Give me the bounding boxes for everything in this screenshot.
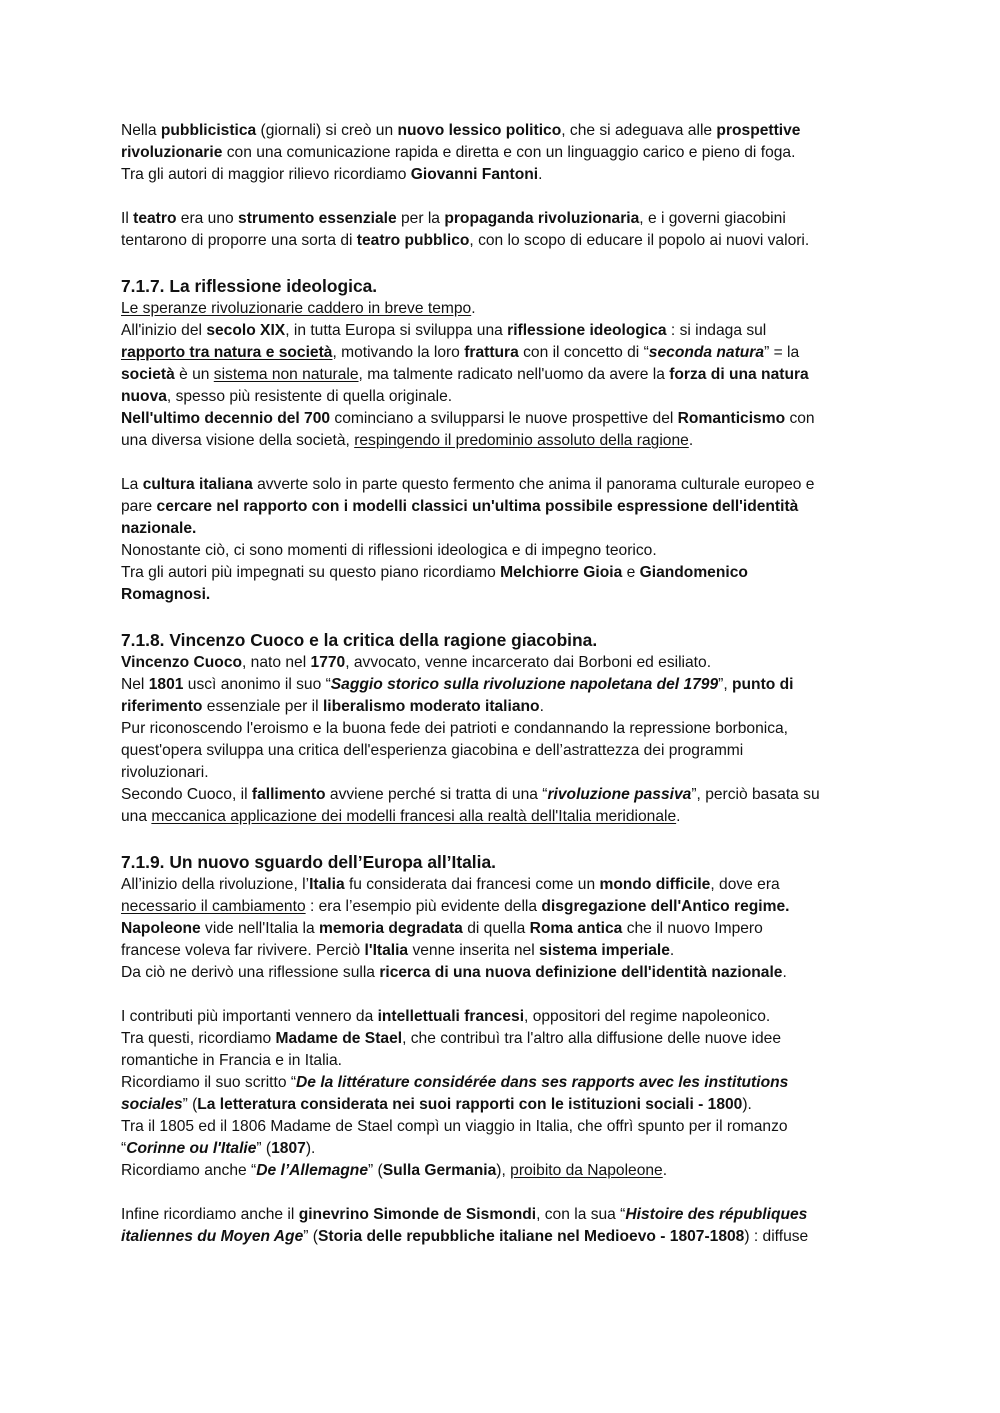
text-run: (giornali) si creò un	[256, 122, 398, 139]
text-line	[121, 386, 881, 408]
paragraph-spacer	[121, 828, 881, 850]
text-run: ” (	[256, 1140, 272, 1157]
bold-text: secolo XIX	[206, 322, 286, 339]
text-run: che il nuovo Impero	[622, 920, 763, 937]
text-line	[121, 142, 881, 164]
text-run: Ricordiamo anche “	[121, 1162, 257, 1179]
text-line	[121, 364, 881, 386]
bold-text: seconda natura	[648, 344, 765, 361]
text-run: Tra il 1805 ed il 1806 Madame de Stael compì un viaggio in Italia, che offrì spunto per il romanzo	[121, 1118, 788, 1135]
text-run: rivoluzionari.	[121, 764, 209, 781]
text-run: , con la sua “	[536, 1206, 626, 1223]
underlined-text: Le speranze rivoluzionarie caddero in breve tempo	[121, 300, 472, 317]
paragraph-spacer	[121, 186, 881, 208]
text-line	[121, 896, 881, 918]
bold-text: sociales	[121, 1096, 183, 1113]
text-line	[121, 120, 881, 142]
text-run: e	[622, 564, 640, 581]
paragraph	[121, 120, 881, 186]
paragraph-spacer	[121, 984, 881, 1006]
bold-text: ricerca di una nuova definizione dell'identità nazionale	[379, 964, 783, 981]
text-line	[121, 1094, 881, 1116]
bold-text: intellettuali francesi	[377, 1008, 525, 1025]
text-line	[121, 784, 881, 806]
text-line	[121, 962, 881, 984]
text-run: cominciano a svilupparsi le nuove prospettive del	[330, 410, 678, 427]
text-line	[121, 540, 881, 562]
underlined-text: necessario il cambiamento	[121, 898, 306, 915]
paragraph	[121, 874, 881, 984]
paragraph	[121, 208, 881, 252]
text-run: .	[662, 1162, 668, 1179]
bold-text: Napoleone	[121, 920, 201, 937]
bold-text: società	[121, 366, 175, 383]
text-line	[121, 874, 881, 896]
bold-text: 1770	[310, 654, 346, 671]
bold-text: Corinne ou l'Italie	[126, 1140, 257, 1157]
text-line	[121, 1138, 881, 1160]
section-heading: 7.1.8. Vincenzo Cuoco e la critica della ragione giacobina.	[121, 630, 598, 650]
text-line	[121, 1050, 881, 1072]
text-line	[121, 1006, 881, 1028]
text-run: con una comunicazione rapida e diretta e con un linguaggio carico e pieno di foga.	[222, 144, 796, 161]
text-run: Infine ricordiamo anche il	[121, 1206, 299, 1223]
text-run: Secondo Cuoco, il	[121, 786, 252, 803]
bold-text: La letteratura considerata nei suoi rapporti con le istituzioni sociali - 1800	[197, 1096, 743, 1113]
text-run: una diversa visione della società,	[121, 432, 355, 449]
text-run: romantiche in Francia e in Italia.	[121, 1052, 343, 1069]
text-run: .	[539, 698, 544, 715]
underlined-text: respingendo il predominio assoluto della ragione	[354, 432, 689, 449]
text-run: ).	[305, 1140, 316, 1157]
text-run: , e i governi giacobini	[639, 210, 786, 227]
text-run: , dove era	[710, 876, 780, 893]
bold-text: De la littérature considérée dans ses rapports avec les institutions	[296, 1074, 789, 1091]
text-line	[121, 342, 881, 364]
text-run: .	[538, 166, 543, 183]
bold-text: Giovanni Fantoni	[410, 166, 539, 183]
text-run: Tra questi, ricordiamo	[121, 1030, 276, 1047]
text-line	[121, 474, 881, 496]
text-run: essenziale per il	[202, 698, 323, 715]
bold-text: Nell'ultimo decennio del 700	[121, 410, 331, 427]
text-run: ”,	[718, 676, 732, 693]
text-run: , con lo scopo di educare il popolo ai nuovi valori.	[469, 232, 810, 249]
text-line	[121, 806, 881, 828]
text-run: , spesso più resistente di quella originale.	[166, 388, 453, 405]
bold-text: 1807	[271, 1140, 306, 1157]
text-run: All’inizio della rivoluzione, l’	[121, 876, 310, 893]
text-line	[121, 940, 881, 962]
bold-text: Roma antica	[529, 920, 623, 937]
underlined-text: rapporto tra natura e società	[121, 344, 333, 361]
text-line	[121, 208, 881, 230]
bold-text: disgregazione dell'Antico regime.	[541, 898, 790, 915]
underlined-text: meccanica applicazione dei modelli francesi alla realtà dell'Italia meridionale	[151, 808, 677, 825]
section-heading: 7.1.7. La riflessione ideologica.	[121, 276, 378, 296]
bold-text: Vincenzo Cuoco	[121, 654, 243, 671]
text-run: , avvocato, venne incarcerato dai Borboni ed esiliato.	[345, 654, 712, 671]
text-run: uscì anonimo il suo “	[183, 676, 331, 693]
bold-text: mondo difficile	[599, 876, 711, 893]
text-run: , nato nel	[242, 654, 311, 671]
text-run: con	[785, 410, 815, 427]
bold-text: forza di una natura	[669, 366, 809, 383]
text-line	[121, 518, 881, 540]
text-line	[121, 1116, 881, 1138]
bold-text: sistema imperiale	[539, 942, 670, 959]
text-run: I contributi più importanti vennero da	[121, 1008, 378, 1025]
document-body	[121, 120, 881, 1248]
text-line	[121, 696, 881, 718]
text-run: ”, perciò basata su	[691, 786, 820, 803]
text-run: .	[782, 964, 787, 981]
bold-text: rivoluzionarie	[121, 144, 223, 161]
bold-text: memoria degradata	[318, 920, 463, 937]
text-line	[121, 674, 881, 696]
bold-text: frattura	[464, 344, 519, 361]
text-run: “	[121, 1140, 127, 1157]
text-run: avviene perché si tratta di una “	[325, 786, 548, 803]
text-line	[121, 1028, 881, 1050]
text-line	[121, 718, 881, 740]
bold-text: riferimento	[121, 698, 203, 715]
bold-text: liberalismo moderato italiano	[322, 698, 540, 715]
text-line	[121, 230, 881, 252]
text-line	[121, 298, 881, 320]
paragraph	[121, 1204, 881, 1248]
text-run: Da ciò ne derivò una riflessione sulla	[121, 964, 380, 981]
bold-text: Romagnosi.	[121, 586, 211, 603]
text-run: ” = la	[764, 344, 800, 361]
underlined-text: sistema non naturale	[213, 366, 359, 383]
bold-text: riflessione ideologica	[507, 322, 667, 339]
text-run: per la	[396, 210, 445, 227]
text-run: Nel	[121, 676, 149, 693]
bold-text: cultura italiana	[142, 476, 253, 493]
text-line	[121, 430, 881, 452]
text-run: Pur riconoscendo l'eroismo e la buona fede dei patrioti e condannando la repressione borbonica,	[121, 720, 789, 737]
paragraph-spacer	[121, 606, 881, 628]
bold-text: Histoire des républiques	[625, 1206, 808, 1223]
text-run: con il concetto di “	[518, 344, 649, 361]
text-line	[121, 762, 881, 784]
text-run: venne inserita nel	[408, 942, 540, 959]
text-run: Il	[121, 210, 134, 227]
text-line	[121, 320, 881, 342]
text-line	[121, 740, 881, 762]
text-run: di quella	[462, 920, 530, 937]
section-heading: 7.1.9. Un nuovo sguardo dell’Europa all’Italia.	[121, 852, 496, 872]
bold-text: Italia	[309, 876, 345, 893]
text-run: fu considerata dai francesi come un	[344, 876, 600, 893]
text-run: , che contribuì tra l'altro alla diffusione delle nuove idee	[402, 1030, 782, 1047]
text-line	[121, 164, 881, 186]
bold-text: cercare nel rapporto con i modelli classici un'ultima possibile espressione dell'identità	[156, 498, 799, 515]
text-run: , oppositori del regime napoleonico.	[524, 1008, 771, 1025]
text-run: ),	[496, 1162, 511, 1179]
paragraph-spacer	[121, 1182, 881, 1204]
bold-text: prospettive	[716, 122, 801, 139]
text-line	[121, 562, 881, 584]
bold-text: ginevrino Simonde de Sismondi	[298, 1206, 537, 1223]
text-run: Nonostante ciò, ci sono momenti di riflessioni ideologica e di impegno teorico.	[121, 542, 657, 559]
text-run: , ma talmente radicato nell'uomo da avere la	[358, 366, 670, 383]
text-run: Nella	[121, 122, 161, 139]
text-run: ” (	[182, 1096, 198, 1113]
text-run: vide nell'Italia la	[200, 920, 319, 937]
bold-text: nazionale.	[121, 520, 197, 537]
bold-text: Storia delle repubbliche italiane nel Medioevo - 1807-1808	[317, 1228, 745, 1245]
bold-text: propaganda rivoluzionaria	[444, 210, 640, 227]
bold-text: teatro pubblico	[356, 232, 470, 249]
underlined-text: proibito da Napoleone	[510, 1162, 663, 1179]
text-run: è un	[174, 366, 214, 383]
bold-text: Giandomenico	[639, 564, 748, 581]
paragraph-spacer	[121, 252, 881, 274]
paragraph	[121, 298, 881, 452]
text-run: ” (	[368, 1162, 383, 1179]
bold-text: 1801	[148, 676, 184, 693]
text-line	[121, 584, 881, 606]
bold-text: l'Italia	[364, 942, 409, 959]
bold-text: pubblicistica	[160, 122, 257, 139]
text-run: La	[121, 476, 143, 493]
text-run: .	[688, 432, 694, 449]
text-run: quest'opera sviluppa una critica dell'esperienza giacobina e dell’astrattezza dei programmi	[121, 742, 744, 759]
text-line	[121, 1204, 881, 1226]
text-run: avverte solo in parte questo fermento che anima il panorama culturale europeo e	[252, 476, 815, 493]
text-run: Ricordiamo il suo scritto “	[121, 1074, 297, 1091]
text-run: tentarono di proporre una sorta di	[121, 232, 357, 249]
bold-text: Saggio storico sulla rivoluzione napoletana del 1799	[330, 676, 719, 693]
text-run: , che si adeguava alle	[561, 122, 717, 139]
text-line	[121, 1160, 881, 1182]
bold-text: rivoluzione passiva	[547, 786, 692, 803]
paragraph	[121, 1006, 881, 1182]
bold-text: De l’Allemagne	[256, 1162, 369, 1179]
bold-text: Melchiorre Gioia	[500, 564, 623, 581]
bold-text: strumento essenziale	[238, 210, 397, 227]
paragraph-spacer	[121, 452, 881, 474]
text-run: All'inizio del	[121, 322, 207, 339]
bold-text: italiennes du Moyen Age	[121, 1228, 304, 1245]
text-run: .	[676, 808, 681, 825]
text-line	[121, 1072, 881, 1094]
text-run: .	[669, 942, 675, 959]
text-run: ) : diffuse	[744, 1228, 809, 1245]
text-run: una	[121, 808, 152, 825]
bold-text: Romanticismo	[677, 410, 786, 427]
bold-text: Madame de Stael	[275, 1030, 403, 1047]
bold-text: fallimento	[251, 786, 326, 803]
text-run: era uno	[176, 210, 239, 227]
text-line	[121, 918, 881, 940]
bold-text: teatro	[133, 210, 177, 227]
text-line	[121, 408, 881, 430]
text-run: ” (	[303, 1228, 318, 1245]
text-run: Tra gli autori di maggior rilievo ricordiamo	[121, 166, 411, 183]
bold-text: punto di	[732, 676, 794, 693]
text-line	[121, 496, 881, 518]
text-run: pare	[121, 498, 157, 515]
text-line	[121, 652, 881, 674]
text-run: ).	[742, 1096, 752, 1113]
bold-text: Sulla Germania	[382, 1162, 497, 1179]
text-run: .	[471, 300, 476, 317]
text-run: , motivando la loro	[332, 344, 465, 361]
text-run: francese voleva far rivivere. Perciò	[121, 942, 365, 959]
text-run: : era l’esempio più evidente della	[305, 898, 542, 915]
paragraph	[121, 652, 881, 828]
text-line	[121, 1226, 881, 1248]
bold-text: nuova	[121, 388, 167, 405]
text-run: , in tutta Europa si sviluppa una	[285, 322, 508, 339]
paragraph	[121, 474, 881, 606]
text-run: : si indaga sul	[666, 322, 767, 339]
bold-text: nuovo lessico politico	[397, 122, 562, 139]
text-run: Tra gli autori più impegnati su questo piano ricordiamo	[121, 564, 501, 581]
